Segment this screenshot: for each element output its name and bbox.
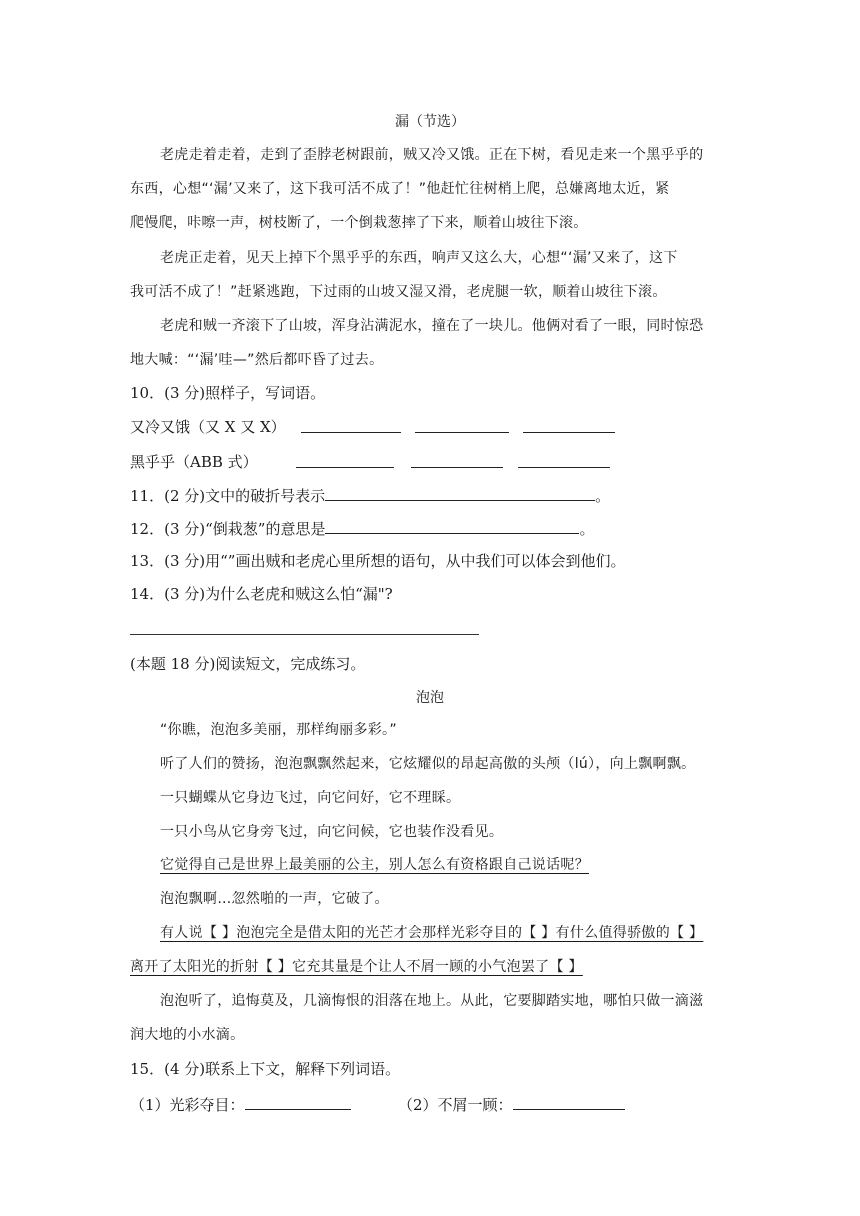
passage-line: 老虎和贼一齐滚下了山坡，浑身沾满泥水，撞在了一块儿。他俩对看了一眼，同时惊恐	[160, 318, 704, 334]
passage-line: 泡泡听了，追悔莫及，几滴悔恨的泪落在地上。从此，它要脚踏实地，哪怕只做一滴滋	[160, 993, 704, 1009]
question-15-item-1-label: （1）光彩夺目：	[130, 1096, 245, 1114]
passage-line-underlined: 它觉得自己是世界上最美丽的公主，别人怎么有资格跟自己说话呢？	[160, 857, 589, 873]
answer-blank[interactable]	[411, 452, 503, 468]
passage-line: 东西，心想“‘漏’又来了，这下我可活不成了！”他赶忙往树梢上爬，总嫌离地太近，紧	[130, 181, 670, 197]
passage-line: “你瞧，泡泡多美丽，那样绚丽多彩。”	[160, 722, 397, 738]
answer-blank[interactable]	[518, 452, 610, 468]
passage-title: 泡泡	[416, 690, 444, 706]
section-intro: (本题 18 分)阅读短文，完成练习。	[130, 655, 366, 673]
question-11-end: 。	[595, 487, 611, 505]
answer-blank[interactable]	[296, 452, 394, 468]
passage-line: 润大地的小水滴。	[130, 1027, 245, 1043]
passage-line: 老虎正走着，见天上掉下个黑乎乎的东西，响声又这么大，心想“‘漏’又来了，这下	[160, 250, 678, 266]
answer-blank[interactable]	[513, 1094, 625, 1110]
passage-line: 地大喊：“‘漏’哇—”然后都吓昏了过去。	[130, 352, 384, 368]
passage-line: 我可活不成了！”赶紧逃跑，下过雨的山坡又湿又滑，老虎腿一软，顺着山坡往下滚。	[130, 284, 667, 300]
answer-blank[interactable]	[325, 518, 579, 534]
passage-line: 一只小鸟从它身旁飞过，向它问候，它也装作没看见。	[160, 824, 504, 840]
passage-line-underlined: 离开了太阳光的折射【 】它充其量是个让人不屑一顾的小气泡罢了【 】	[130, 959, 583, 975]
question-15-item-2-label: （2）不屑一顾：	[398, 1096, 513, 1114]
answer-blank[interactable]	[301, 417, 401, 433]
question-15-item-1	[130, 1094, 351, 1115]
question-10: 10．(3 分)照样子，写词语。	[130, 384, 326, 402]
question-12	[130, 518, 594, 539]
question-12-text: 12．(3 分)“倒栽葱”的意思是	[130, 520, 326, 538]
passage-line: 听了人们的赞扬，泡泡飘飘然起来，它炫耀似的昂起高傲的头颅（lú），向上飘啊飘。	[160, 756, 696, 772]
question-13: 13．(3 分)用“”画出贼和老虎心里所想的语句，从中我们可以体会到他们。	[130, 552, 626, 570]
passage-line: 一只蝴蝶从它身边飞过，向它问好，它不理睬。	[160, 790, 461, 806]
question-12-end: 。	[579, 520, 595, 538]
answer-blank[interactable]	[523, 417, 615, 433]
question-11	[130, 485, 610, 506]
answer-blank[interactable]	[325, 485, 595, 501]
passage-line: 爬慢爬，咔嚓一声，树枝断了，一个倒栽葱摔了下来，顺着山坡往下滚。	[130, 215, 588, 231]
question-10-item-a: 又冷又饿（又 X 又 X）	[130, 418, 286, 436]
question-15-item-2	[398, 1094, 625, 1115]
answer-blank[interactable]	[415, 417, 509, 433]
answer-line[interactable]	[130, 634, 479, 635]
question-14: 14．(3 分)为什么老虎和贼这么怕“漏"?	[130, 585, 393, 603]
passage-line-underlined: 有人说【 】泡泡完全是借太阳的光芒才会那样光彩夺目的【 】有什么值得骄傲的【 】	[160, 925, 704, 941]
answer-blank[interactable]	[245, 1094, 351, 1110]
question-15: 15．(4 分)联系上下文，解释下列词语。	[130, 1060, 401, 1078]
passage-line: 泡泡飘啊…忽然啪的一声，它破了。	[160, 891, 389, 907]
passage-title: 漏（节选）	[395, 114, 465, 130]
passage-line: 老虎走着走着，走到了歪脖老树跟前，贼又冷又饿。正在下树，看见走来一个黑乎乎的	[160, 147, 704, 163]
question-10-item-b: 黑乎乎（ABB 式）	[130, 453, 258, 471]
question-11-text: 11．(2 分)文中的破折号表示	[130, 487, 326, 505]
